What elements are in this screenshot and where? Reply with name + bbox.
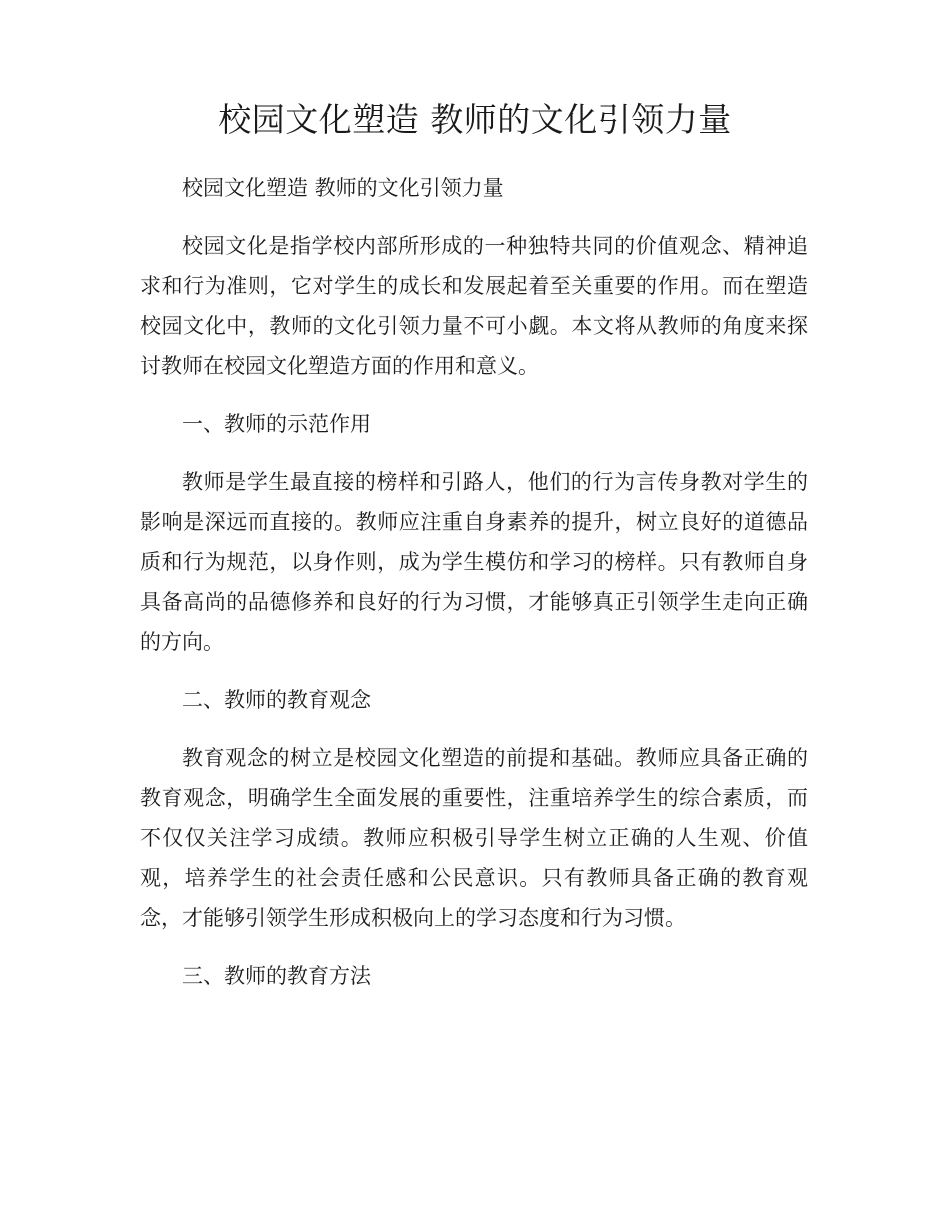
section-paragraph-2: 教育观念的树立是校园文化塑造的前提和基础。教师应具备正确的教育观念，明确学生全面发展的重要性，注重培养学生的综合素质，而不仅仅关注学习成绩。教师应积极引导学生树立正确的人生观、价值观，培养学生的社会责任感和公民意识。只有教师具备正确的教育观念，才能够引领学生形成积极向上的学习态度和行为习惯。 [140, 746, 808, 930]
section-heading-3: 三、教师的教育方法 [182, 964, 371, 988]
document-title: 校园文化塑造 教师的文化引领力量 [218, 100, 732, 139]
intro-paragraph: 校园文化是指学校内部所形成的一种独特共同的价值观念、精神追求和行为准则，它对学生的成长和发展起着至关重要的作用。而在塑造校园文化中，教师的文化引领力量不可小觑。本文将从教师的角度来探讨教师在校园文化塑造方面的作用和意义。 [140, 234, 808, 378]
section-heading-2: 二、教师的教育观念 [182, 688, 371, 712]
document-subtitle: 校园文化塑造 教师的文化引领力量 [182, 176, 504, 200]
section-paragraph-1: 教师是学生最直接的榜样和引路人，他们的行为言传身教对学生的影响是深远而直接的。教师应注重自身素养的提升，树立良好的道德品质和行为规范，以身作则，成为学生模仿和学习的榜样。只有教师自身具备高尚的品德修养和良好的行为习惯，才能够真正引领学生走向正确的方向。 [140, 470, 808, 654]
section-heading-1: 一、教师的示范作用 [182, 412, 371, 436]
document-body [140, 168, 808, 1014]
